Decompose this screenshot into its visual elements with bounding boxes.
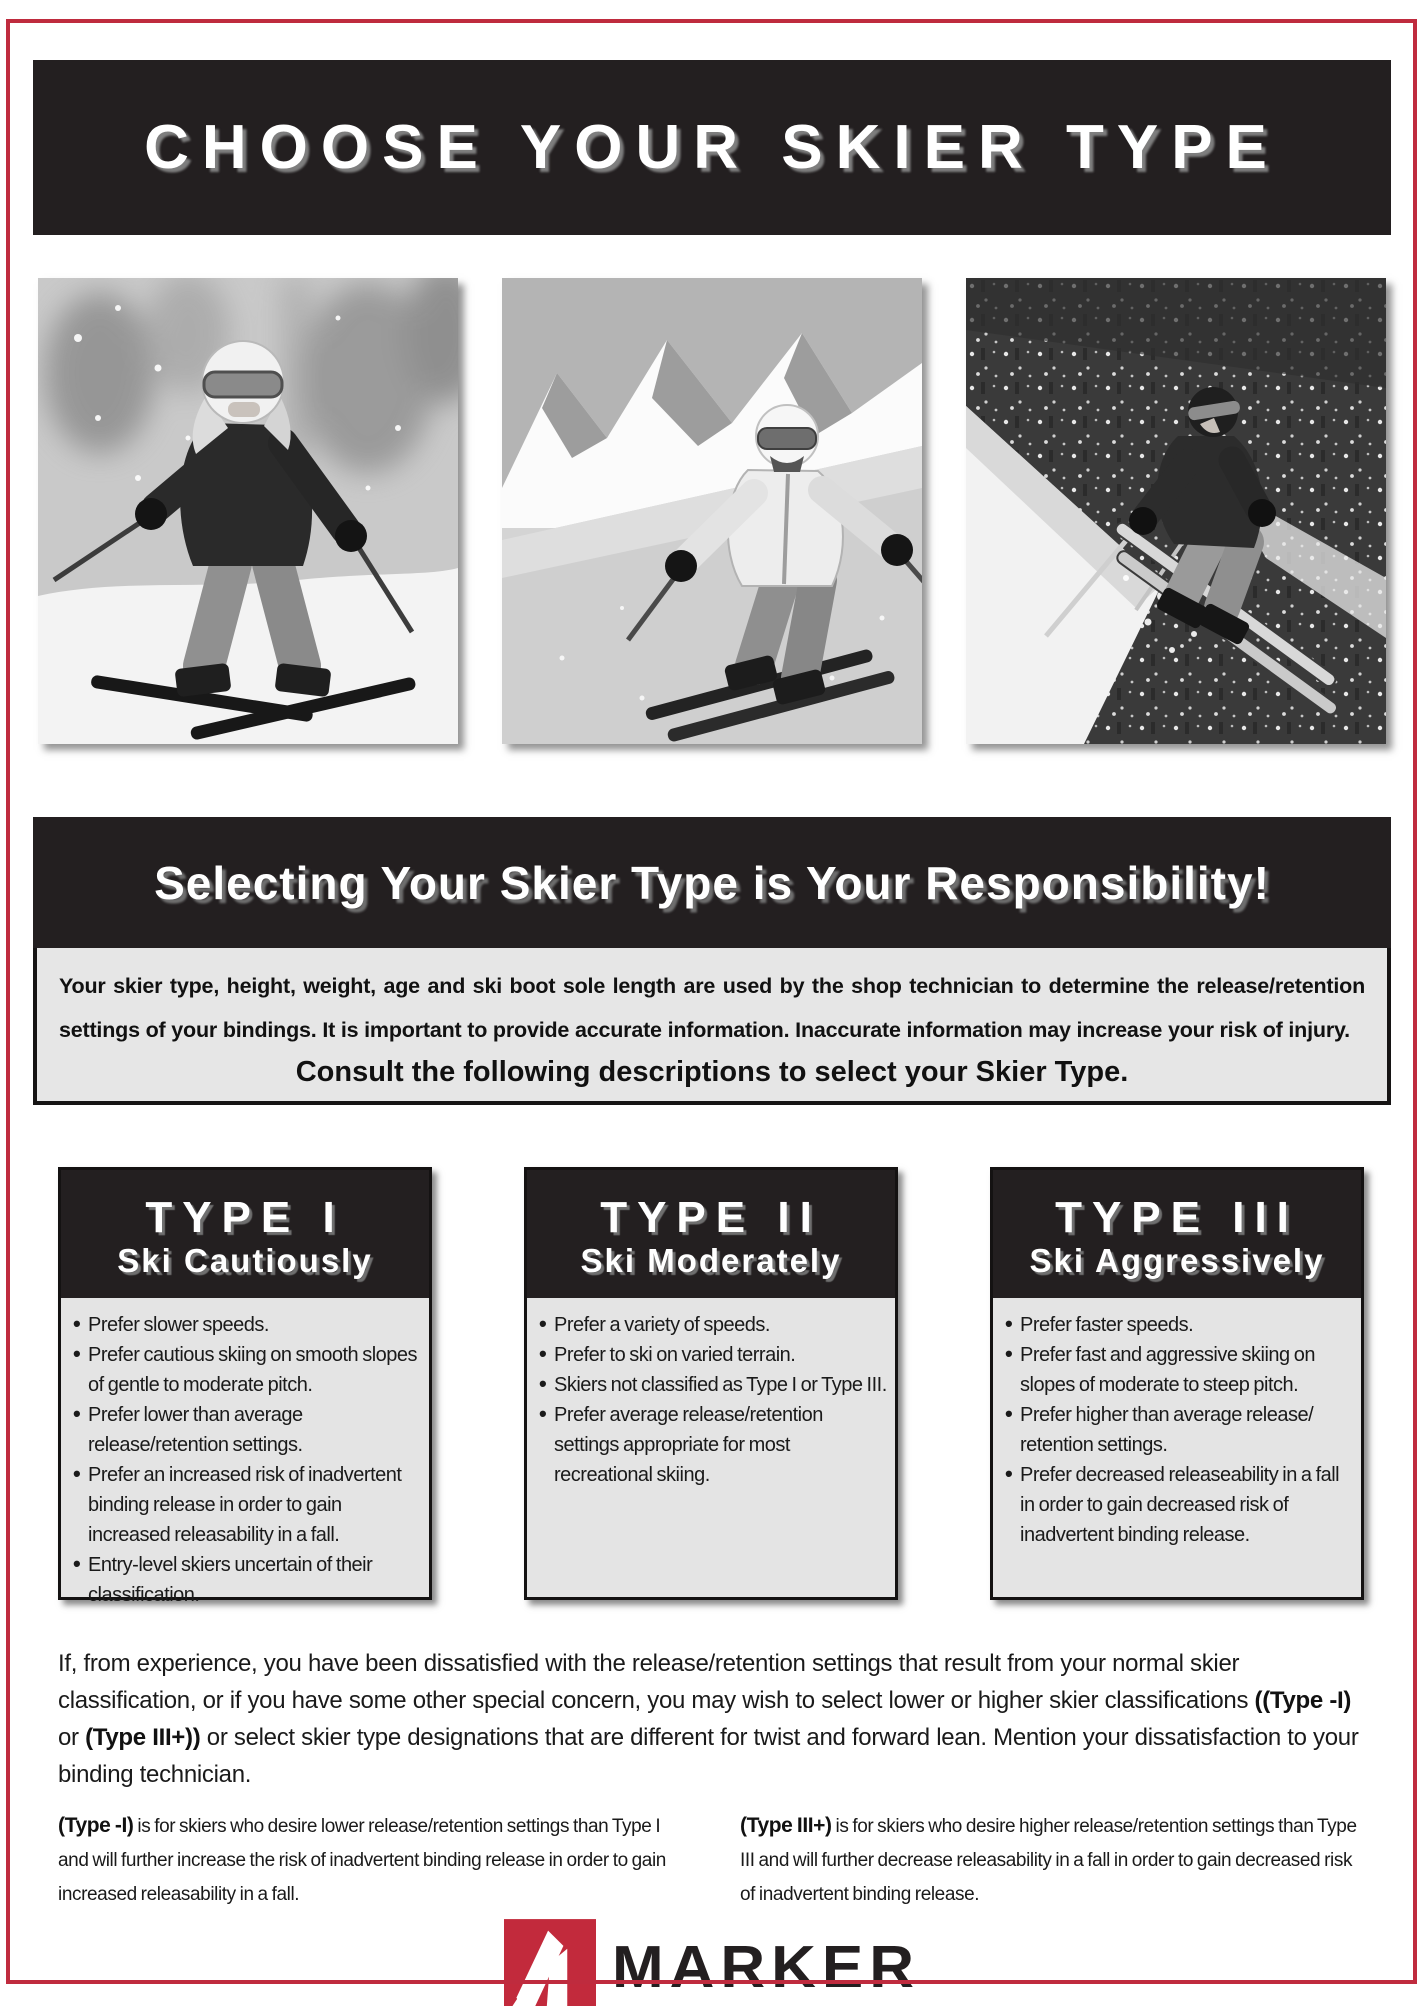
type-1-bullets: [61, 1298, 429, 1610]
type-2-card: [524, 1167, 898, 1600]
type-2-bullets: [527, 1298, 895, 1490]
type-minus-1-text: is for skiers who desire lower release/retention settings than Type I and will further increase the risk of inadvertent binding release in order to gain increased releasability in a fall.: [58, 1816, 666, 1905]
bullet: • Prefer faster speeds.: [1005, 1310, 1355, 1340]
consult-instruction: Consult the following descriptions to select your Skier Type.: [295, 1056, 1129, 1088]
cautious-skier-illustration: [38, 278, 458, 744]
skier-photo-row: [38, 278, 1386, 744]
type-3-card: [990, 1167, 1364, 1600]
bullet: • Prefer slower speeds.: [73, 1310, 423, 1340]
responsibility-heading-bar: [33, 817, 1391, 948]
advisory-text: or: [58, 1724, 86, 1751]
aggressive-skier-illustration: [966, 278, 1386, 744]
responsibility-heading: Selecting Your Skier Type is Your Responsibility!: [154, 856, 1270, 909]
poster-title-bar: [33, 60, 1391, 235]
skier-type-columns: [58, 1167, 1364, 1606]
bullet: • Prefer lower than average release/retention settings.: [73, 1400, 423, 1460]
poster-title: CHOOSE YOUR SKIER TYPE: [144, 113, 1280, 182]
bullet: • Prefer a variety of speeds.: [539, 1310, 889, 1340]
type-3-plus-label: (Type III+): [740, 1814, 832, 1837]
bullet: • Prefer fast and aggressive skiing on slopes of moderate to steep pitch.: [1005, 1340, 1355, 1400]
moderate-skier-illustration: [502, 278, 922, 744]
bullet: • Prefer cautious skiing on smooth slopes of gentle to moderate pitch.: [73, 1340, 423, 1400]
type-1-card: [58, 1167, 432, 1606]
photo-cautious-skier: [38, 278, 458, 744]
brand-footer: [0, 1918, 1424, 2006]
bullet: • Prefer decreased releaseability in a fall in order to gain decreased risk of inadvertent binding release.: [1005, 1460, 1355, 1550]
type-3-header: [993, 1170, 1361, 1298]
responsibility-section: [0, 817, 1424, 1105]
responsibility-paragraph: Your skier type, height, weight, age and ski boot sole length are used by the shop technician to determine the release/retention settings of your bindings. It is important to provide accurate information. Inaccurate information may increase your risk of injury.: [59, 974, 1365, 1042]
type-2-style: Ski Moderately: [580, 1241, 842, 1279]
advisory-text: If, from experience, you have been dissatisfied with the release/retention settings that result from your normal skier classification, or if you have some other special concern, you may wish to select lower or higher skier classifications: [58, 1650, 1255, 1714]
bullet: • Prefer higher than average release/ retention settings.: [1005, 1400, 1355, 1460]
marker-logo-icon: [504, 1918, 596, 2006]
type-2-header: [527, 1170, 895, 1298]
type-3-bullets: [993, 1298, 1361, 1550]
bullet: • Entry-level skiers uncertain of their classification.: [73, 1550, 423, 1610]
bullet: • Skiers not classified as Type I or Type III.: [539, 1370, 889, 1400]
advisory-type-3-plus: (Type III+)): [85, 1724, 201, 1751]
responsibility-info-box: [33, 948, 1391, 1105]
photo-aggressive-skier: [966, 278, 1386, 744]
advisory-text: or select skier type designations that are different for twist and forward lean. Mention your dissatisfaction to your binding technician.: [58, 1724, 1359, 1788]
type-1-style: Ski Cautiously: [117, 1241, 373, 1279]
photo-moderate-skier: [502, 278, 922, 744]
type-3-plus-definition: [740, 1809, 1366, 1912]
bullet: • Prefer an increased risk of inadvertent binding release in order to gain increased releasability in a fall.: [73, 1460, 423, 1550]
type-modifier-definitions: [58, 1809, 1366, 1912]
advisory-type-minus-1: ((Type -I): [1254, 1687, 1352, 1714]
type-minus-1-definition: [58, 1809, 684, 1912]
bullet: • Prefer to ski on varied terrain.: [539, 1340, 889, 1370]
bullet: • Prefer average release/retention settings appropriate for most recreational skiing.: [539, 1400, 889, 1490]
type-1-name: TYPE I: [145, 1192, 345, 1242]
marker-wordmark: MARKER: [611, 1933, 921, 2001]
type-1-header: [61, 1170, 429, 1298]
type-minus-1-label: (Type -I): [58, 1814, 134, 1837]
type-3-plus-text: is for skiers who desire higher release/retention settings than Type III and will further decrease releasability in a fall in order to gain decreased risk of inadvertent binding release.: [740, 1816, 1357, 1905]
type-3-style: Ski Aggressively: [1029, 1241, 1325, 1279]
advisory-paragraph: [58, 1645, 1366, 1793]
type-3-name: TYPE III: [1055, 1192, 1299, 1242]
type-2-name: TYPE II: [600, 1192, 822, 1242]
